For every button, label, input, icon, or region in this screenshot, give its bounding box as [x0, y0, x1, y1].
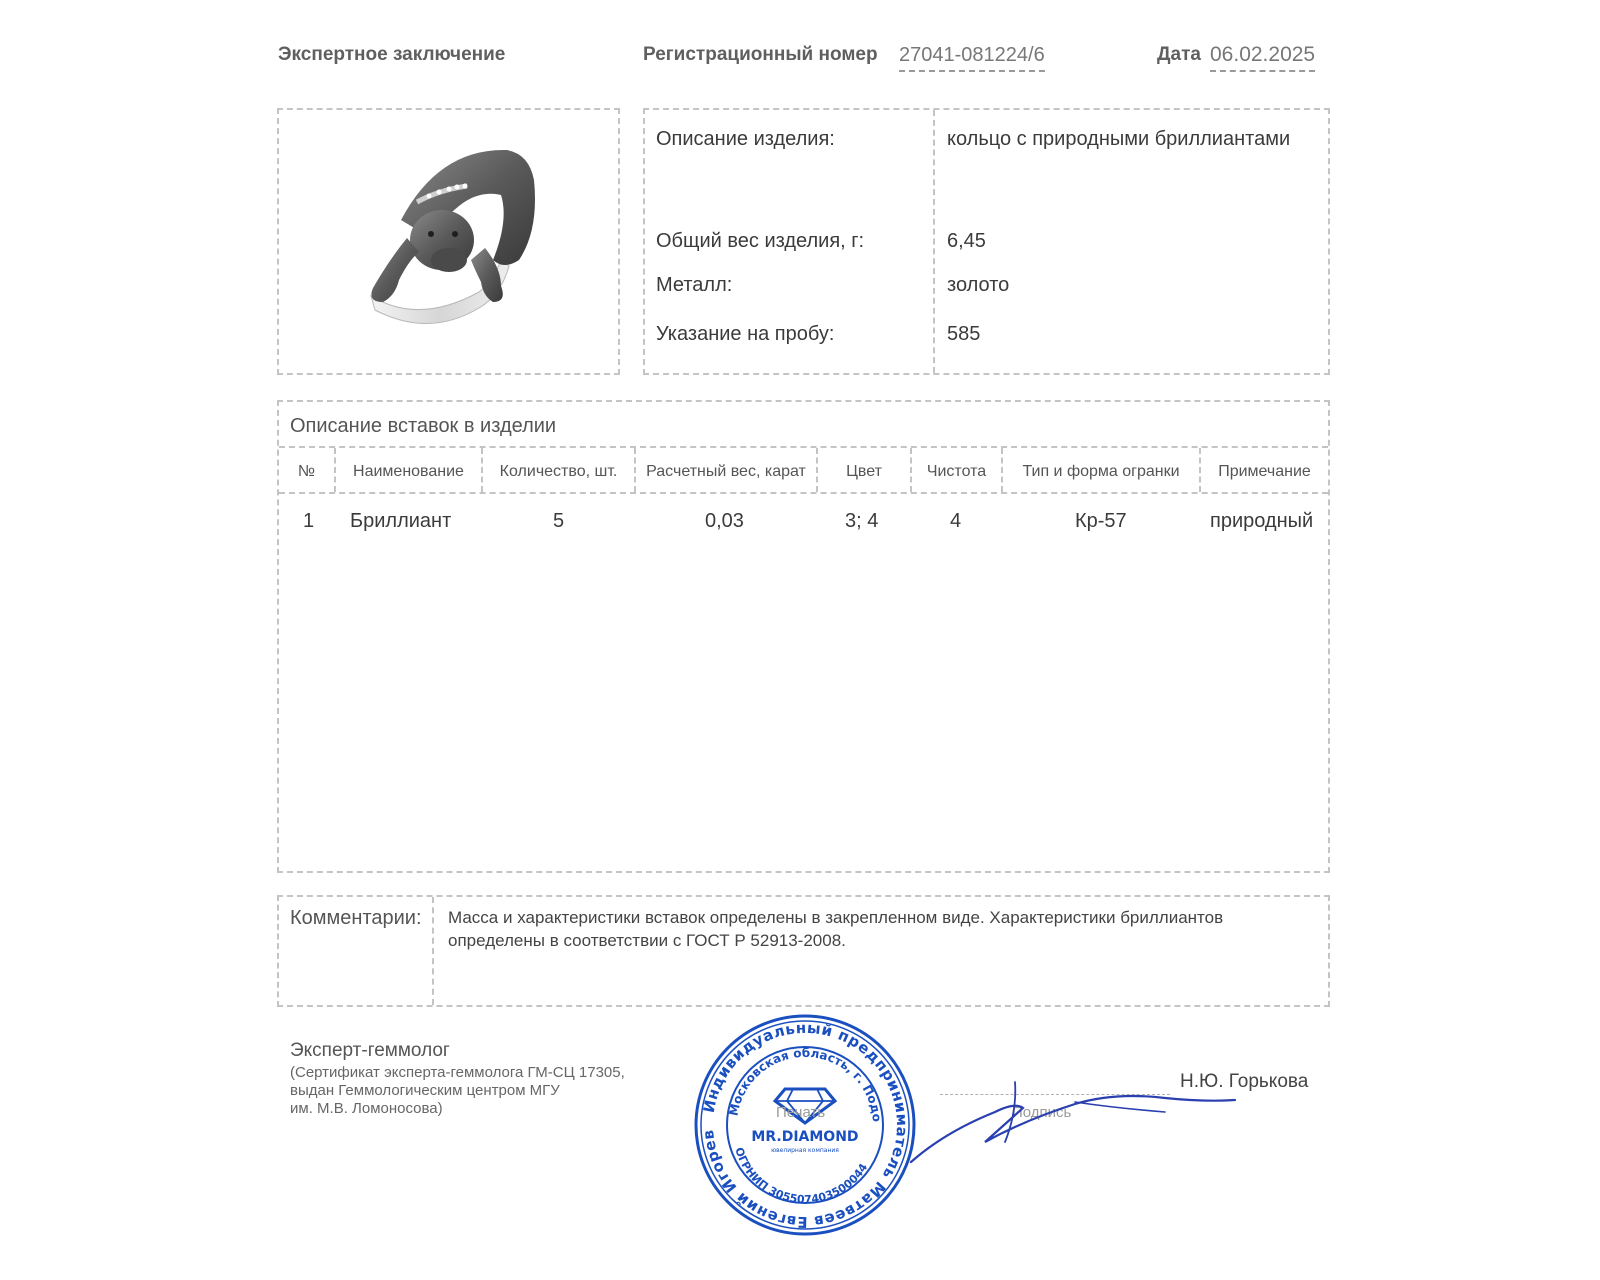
inserts-title: Описание вставок в изделии: [290, 415, 557, 437]
cell-quantity: 5: [553, 510, 565, 532]
metal-value: золото: [947, 274, 1010, 296]
date-value: 06.02.2025: [1210, 43, 1315, 72]
stamp-logo-subtext: ювелирная компания: [771, 1147, 839, 1154]
weight-value: 6,45: [947, 230, 986, 252]
expert-title: Эксперт-геммолог: [290, 1040, 450, 1061]
expert-name: Н.Ю. Горькова: [1180, 1071, 1309, 1092]
cell-note: природный: [1210, 510, 1314, 532]
stamp-placeholder: Печать: [776, 1104, 826, 1121]
table-row: [279, 510, 1328, 538]
document-title: Экспертное заключение: [278, 44, 506, 65]
description-value: кольцо с природными бриллиантами: [947, 128, 1291, 150]
description-label: Описание изделия:: [656, 128, 835, 150]
metal-label: Металл:: [656, 274, 733, 296]
column-header-name: Наименование: [353, 463, 464, 480]
hallmark-value: 585: [947, 323, 981, 345]
comments-text-line2: определены в соответствии с ГОСТ Р 52913-2008.: [448, 931, 846, 950]
column-header-number: №: [297, 463, 316, 480]
stamp-graphic: [693, 1013, 917, 1237]
handwritten-signature: [905, 1072, 1245, 1172]
cell-clarity: 4: [950, 510, 962, 532]
registration-label: Регистрационный номер: [643, 44, 878, 65]
cell-number: 1: [303, 510, 315, 532]
stamp-logo-text: MR.DIAMOND: [751, 1129, 859, 1145]
weight-label: Общий вес изделия, г:: [656, 230, 865, 252]
registration-number: 27041-081224/6: [899, 44, 1045, 72]
cell-name: Бриллиант: [350, 510, 452, 532]
company-stamp: [693, 1013, 917, 1237]
item-photo-frame: [277, 108, 620, 375]
column-header-note: Примечание: [1218, 463, 1311, 480]
item-info-divider: [933, 110, 935, 373]
stamp-ogrnip: ОГРНИП 305507403500044: [732, 1145, 871, 1207]
comments-text-line1: Масса и характеристики вставок определены в закрепленном виде. Характеристики бриллиантов: [448, 908, 1224, 927]
comments-label: Комментарии:: [290, 907, 422, 929]
column-header-color: Цвет: [846, 463, 882, 480]
comments-divider: [432, 897, 434, 1005]
column-header-cut: Тип и форма огранки: [1022, 463, 1180, 480]
expert-cert-line3: им. М.В. Ломоносова): [290, 1100, 443, 1117]
column-header-quantity: Количество, шт.: [499, 463, 618, 480]
expert-cert-line1: (Сертификат эксперта-геммолога ГМ-СЦ 17305,: [290, 1064, 625, 1081]
column-header-weight: Расчетный вес, карат: [646, 463, 806, 480]
stamp-inner-text: Московская область, г. Подо: [726, 1045, 885, 1123]
column-header-clarity: Чистота: [926, 463, 987, 480]
signature-placeholder: Подпись: [1012, 1104, 1072, 1121]
ring-photo: [279, 110, 618, 373]
cell-color: 3; 4: [845, 510, 879, 532]
expert-cert-line2: выдан Геммологическим центром МГУ: [290, 1082, 560, 1099]
cell-weight: 0,03: [705, 510, 744, 532]
date-label: Дата: [1157, 44, 1201, 65]
inserts-header-row: [279, 448, 1328, 492]
hallmark-label: Указание на пробу:: [656, 323, 835, 345]
cell-cut: Кр-57: [1075, 510, 1127, 532]
stamp-outer-text: Индивидуальный предприниматель Матвеев Евгений Игорев: [699, 1018, 912, 1232]
